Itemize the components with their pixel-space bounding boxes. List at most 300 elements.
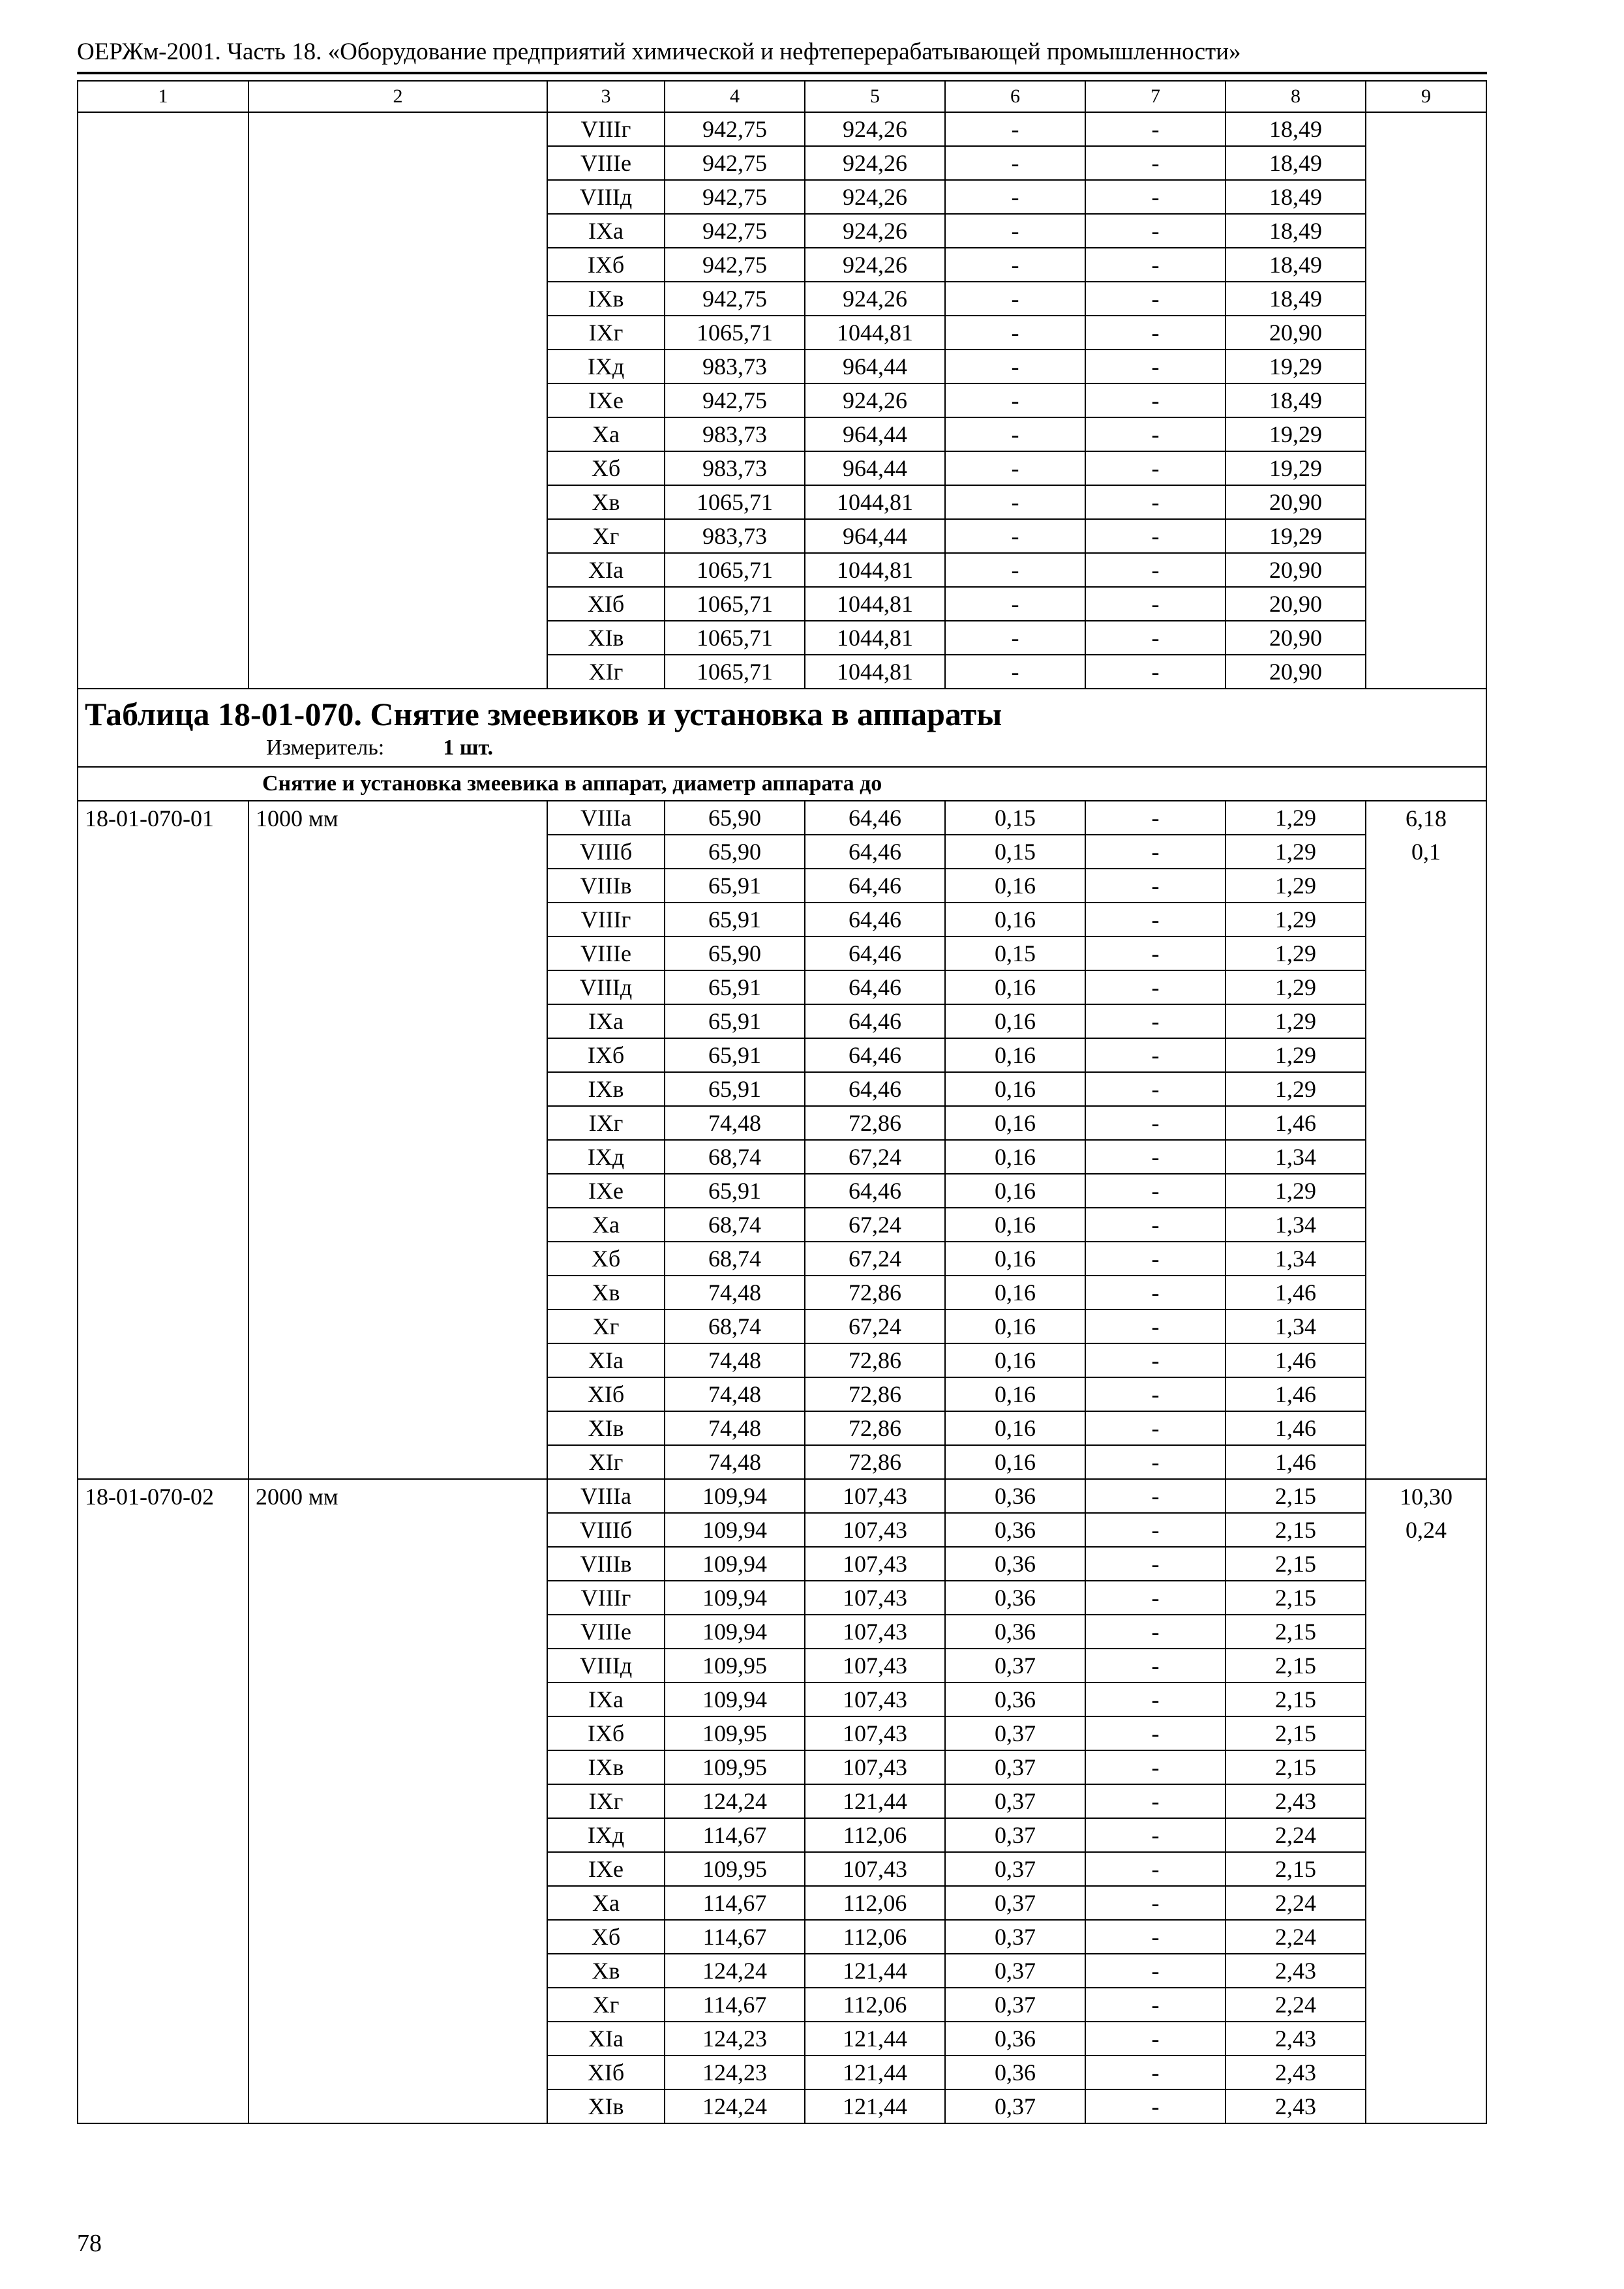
worker-wages: 72,86 <box>805 1106 945 1140</box>
rate-code <box>78 1818 248 1852</box>
worker-wages: 72,86 <box>805 1445 945 1479</box>
resource-group: IXг <box>547 1784 665 1818</box>
machine-costs: 0,37 <box>945 1852 1085 1886</box>
worker-wages: 107,43 <box>805 1716 945 1750</box>
table-row <box>78 146 1486 180</box>
table-row <box>78 214 1486 248</box>
driver-wages: - <box>1085 1683 1226 1716</box>
machine-costs: 0,16 <box>945 1038 1085 1072</box>
labor-value <box>1366 2089 1486 2123</box>
rate-code <box>78 383 248 417</box>
driver-wages: - <box>1085 1140 1226 1174</box>
driver-wages: - <box>1085 451 1226 485</box>
resource-group: XIв <box>547 2089 665 2123</box>
driver-wages: - <box>1085 1445 1226 1479</box>
rate-code <box>78 835 248 869</box>
material-costs: 1,46 <box>1226 1343 1366 1377</box>
resource-group: XIa <box>547 2022 665 2056</box>
rate-code <box>78 903 248 936</box>
rates-table <box>77 80 1487 2124</box>
machine-costs: 0,15 <box>945 936 1085 970</box>
material-costs: 1,29 <box>1226 936 1366 970</box>
direct-costs: 109,95 <box>665 1852 805 1886</box>
machine-costs: 0,37 <box>945 1818 1085 1852</box>
direct-costs: 68,74 <box>665 1140 805 1174</box>
direct-costs: 109,94 <box>665 1513 805 1547</box>
rate-name <box>248 869 547 903</box>
table-row <box>78 1615 1486 1649</box>
resource-group: VIIIe <box>547 936 665 970</box>
worker-wages: 964,44 <box>805 519 945 553</box>
table-row <box>78 1988 1486 2022</box>
direct-costs: 65,90 <box>665 936 805 970</box>
resource-group: IXв <box>547 1072 665 1106</box>
rate-code <box>78 1174 248 1208</box>
rate-name <box>248 1140 547 1174</box>
direct-costs: 109,94 <box>665 1547 805 1581</box>
rate-name <box>248 970 547 1004</box>
rate-name <box>248 1581 547 1615</box>
table-row <box>78 553 1486 587</box>
page-number: 78 <box>77 2230 102 2257</box>
driver-wages: - <box>1085 1649 1226 1683</box>
material-costs: 2,15 <box>1226 1513 1366 1547</box>
worker-wages: 64,46 <box>805 1004 945 1038</box>
worker-wages: 924,26 <box>805 282 945 316</box>
rate-code <box>78 2056 248 2089</box>
rate-code <box>78 1309 248 1343</box>
column-number: 7 <box>1085 81 1226 112</box>
worker-wages: 64,46 <box>805 1174 945 1208</box>
labor-value: 6,18 <box>1366 801 1486 835</box>
table-row <box>78 801 1486 835</box>
resource-group: IXб <box>547 1038 665 1072</box>
driver-wages: - <box>1085 248 1226 282</box>
direct-costs: 1065,71 <box>665 553 805 587</box>
material-costs: 20,90 <box>1226 553 1366 587</box>
machine-costs: - <box>945 214 1085 248</box>
rate-code <box>78 587 248 621</box>
resource-group: IXв <box>547 1750 665 1784</box>
labor-value <box>1366 621 1486 655</box>
resource-group: XIг <box>547 655 665 689</box>
rate-code <box>78 1140 248 1174</box>
driver-wages: - <box>1085 112 1226 146</box>
table-row <box>78 519 1486 553</box>
table-row <box>78 2056 1486 2089</box>
resource-group: IXб <box>547 1716 665 1750</box>
rate-name <box>248 519 547 553</box>
driver-wages: - <box>1085 1818 1226 1852</box>
labor-value <box>1366 1988 1486 2022</box>
resource-group: XIa <box>547 553 665 587</box>
table-row <box>78 1309 1486 1343</box>
resource-group: VIIIб <box>547 1513 665 1547</box>
driver-wages: - <box>1085 655 1226 689</box>
rate-name <box>248 1615 547 1649</box>
table-row <box>78 180 1486 214</box>
machine-costs: 0,16 <box>945 1377 1085 1411</box>
labor-value <box>1366 417 1486 451</box>
machine-costs: - <box>945 383 1085 417</box>
machine-costs: - <box>945 146 1085 180</box>
material-costs: 19,29 <box>1226 417 1366 451</box>
material-costs: 2,24 <box>1226 1818 1366 1852</box>
column-number: 6 <box>945 81 1085 112</box>
material-costs: 1,34 <box>1226 1242 1366 1276</box>
table-row <box>78 1852 1486 1886</box>
rate-name <box>248 553 547 587</box>
rate-name <box>248 282 547 316</box>
rate-name <box>248 1038 547 1072</box>
direct-costs: 109,95 <box>665 1649 805 1683</box>
rate-name <box>248 1377 547 1411</box>
labor-value <box>1366 1750 1486 1784</box>
table-row <box>78 1377 1486 1411</box>
driver-wages: - <box>1085 1513 1226 1547</box>
rate-name <box>248 1445 547 1479</box>
material-costs: 1,46 <box>1226 1411 1366 1445</box>
machine-costs: - <box>945 417 1085 451</box>
worker-wages: 64,46 <box>805 801 945 835</box>
table-row <box>78 1174 1486 1208</box>
rate-code <box>78 655 248 689</box>
labor-value <box>1366 553 1486 587</box>
rate-name <box>248 1106 547 1140</box>
rate-code <box>78 1581 248 1615</box>
rate-code <box>78 214 248 248</box>
rate-code <box>78 1208 248 1242</box>
resource-group: VIIIв <box>547 869 665 903</box>
labor-value <box>1366 214 1486 248</box>
table-row <box>78 1513 1486 1547</box>
labor-value <box>1366 1683 1486 1716</box>
material-costs: 2,15 <box>1226 1750 1366 1784</box>
resource-group: Xв <box>547 1954 665 1988</box>
rate-name <box>248 1649 547 1683</box>
rate-code <box>78 1004 248 1038</box>
resource-group: VIIIд <box>547 1649 665 1683</box>
labor-value <box>1366 1818 1486 1852</box>
rate-code <box>78 1547 248 1581</box>
resource-group: Xa <box>547 1886 665 1920</box>
rate-name <box>248 2022 547 2056</box>
rate-name <box>248 417 547 451</box>
resource-group: IXe <box>547 1852 665 1886</box>
direct-costs: 983,73 <box>665 350 805 383</box>
table-body <box>78 81 1486 2123</box>
rate-code <box>78 519 248 553</box>
worker-wages: 72,86 <box>805 1276 945 1309</box>
driver-wages: - <box>1085 1174 1226 1208</box>
resource-group: Xa <box>547 417 665 451</box>
rate-name <box>248 1343 547 1377</box>
labor-value <box>1366 1208 1486 1242</box>
rate-name <box>248 1988 547 2022</box>
machine-costs: - <box>945 350 1085 383</box>
driver-wages: - <box>1085 1377 1226 1411</box>
driver-wages: - <box>1085 2022 1226 2056</box>
driver-wages: - <box>1085 1615 1226 1649</box>
direct-costs: 68,74 <box>665 1309 805 1343</box>
rate-name <box>248 1411 547 1445</box>
direct-costs: 74,48 <box>665 1276 805 1309</box>
table-row <box>78 970 1486 1004</box>
worker-wages: 924,26 <box>805 214 945 248</box>
rate-code <box>78 417 248 451</box>
machine-costs: - <box>945 519 1085 553</box>
direct-costs: 1065,71 <box>665 587 805 621</box>
material-costs: 2,43 <box>1226 2089 1366 2123</box>
resource-group: IXa <box>547 1683 665 1716</box>
driver-wages: - <box>1085 146 1226 180</box>
machine-costs: 0,16 <box>945 903 1085 936</box>
machine-costs: 0,16 <box>945 1140 1085 1174</box>
labor-value <box>1366 1174 1486 1208</box>
machine-costs: 0,16 <box>945 869 1085 903</box>
labor-value <box>1366 1852 1486 1886</box>
resource-group: VIIIe <box>547 1615 665 1649</box>
labor-value <box>1366 1004 1486 1038</box>
material-costs: 2,43 <box>1226 2056 1366 2089</box>
rate-name <box>248 214 547 248</box>
rate-code <box>78 485 248 519</box>
rate-name <box>248 621 547 655</box>
direct-costs: 109,94 <box>665 1683 805 1716</box>
rate-code <box>78 1954 248 1988</box>
labor-value <box>1366 1411 1486 1445</box>
machine-costs: 0,16 <box>945 1411 1085 1445</box>
driver-wages: - <box>1085 1309 1226 1343</box>
rate-name <box>248 1309 547 1343</box>
material-costs: 2,24 <box>1226 1988 1366 2022</box>
table-row <box>78 316 1486 350</box>
resource-group: VIIIд <box>547 970 665 1004</box>
machine-costs: 0,16 <box>945 1072 1085 1106</box>
resource-group: XIв <box>547 1411 665 1445</box>
worker-wages: 64,46 <box>805 903 945 936</box>
driver-wages: - <box>1085 1784 1226 1818</box>
machine-costs: 0,37 <box>945 2089 1085 2123</box>
table-row <box>78 1208 1486 1242</box>
driver-wages: - <box>1085 1547 1226 1581</box>
table-row <box>78 655 1486 689</box>
rate-code <box>78 1886 248 1920</box>
direct-costs: 65,90 <box>665 835 805 869</box>
direct-costs: 1065,71 <box>665 316 805 350</box>
resource-group: IXe <box>547 383 665 417</box>
machine-costs: 0,37 <box>945 1988 1085 2022</box>
table-row <box>78 1479 1486 1513</box>
material-costs: 19,29 <box>1226 350 1366 383</box>
rate-code <box>78 1038 248 1072</box>
material-costs: 2,43 <box>1226 2022 1366 2056</box>
worker-wages: 67,24 <box>805 1208 945 1242</box>
table-row <box>78 1581 1486 1615</box>
worker-wages: 107,43 <box>805 1649 945 1683</box>
material-costs: 18,49 <box>1226 248 1366 282</box>
machine-costs: 0,37 <box>945 1954 1085 1988</box>
table-row <box>78 1343 1486 1377</box>
labor-value <box>1366 451 1486 485</box>
material-costs: 1,34 <box>1226 1140 1366 1174</box>
machine-costs: - <box>945 316 1085 350</box>
rate-code <box>78 1072 248 1106</box>
machine-costs: 0,16 <box>945 1445 1085 1479</box>
rate-code <box>78 1377 248 1411</box>
rate-name <box>248 485 547 519</box>
labor-value <box>1366 1784 1486 1818</box>
labor-value <box>1366 350 1486 383</box>
machine-costs: 0,36 <box>945 2056 1085 2089</box>
column-number-row <box>78 81 1486 112</box>
machine-costs: 0,36 <box>945 1479 1085 1513</box>
rate-name <box>248 180 547 214</box>
column-number: 4 <box>665 81 805 112</box>
column-number: 3 <box>547 81 665 112</box>
worker-wages: 67,24 <box>805 1309 945 1343</box>
rate-name <box>248 383 547 417</box>
machine-costs: - <box>945 282 1085 316</box>
table-row <box>78 1411 1486 1445</box>
table-row <box>78 1547 1486 1581</box>
driver-wages: - <box>1085 1479 1226 1513</box>
header-rule <box>77 72 1487 74</box>
labor-value <box>1366 282 1486 316</box>
rate-code <box>78 970 248 1004</box>
driver-wages: - <box>1085 1242 1226 1276</box>
direct-costs: 1065,71 <box>665 485 805 519</box>
machine-costs: 0,37 <box>945 1920 1085 1954</box>
machine-costs: - <box>945 485 1085 519</box>
resource-group: IXд <box>547 1818 665 1852</box>
worker-wages: 924,26 <box>805 112 945 146</box>
material-costs: 20,90 <box>1226 655 1366 689</box>
worker-wages: 1044,81 <box>805 316 945 350</box>
table-row <box>78 451 1486 485</box>
resource-group: VIIIд <box>547 180 665 214</box>
material-costs: 20,90 <box>1226 485 1366 519</box>
material-costs: 2,15 <box>1226 1615 1366 1649</box>
driver-wages: - <box>1085 903 1226 936</box>
machine-costs: 0,16 <box>945 1343 1085 1377</box>
rate-code <box>78 180 248 214</box>
worker-wages: 964,44 <box>805 417 945 451</box>
material-costs: 18,49 <box>1226 146 1366 180</box>
machine-costs: 0,16 <box>945 1208 1085 1242</box>
rate-name <box>248 1886 547 1920</box>
material-costs: 1,29 <box>1226 1038 1366 1072</box>
worker-wages: 107,43 <box>805 1581 945 1615</box>
machine-costs: 0,36 <box>945 1615 1085 1649</box>
labor-value <box>1366 1649 1486 1683</box>
worker-wages: 924,26 <box>805 383 945 417</box>
resource-group: Xг <box>547 1309 665 1343</box>
rate-code: 18-01-070-02 <box>78 1479 248 1513</box>
driver-wages: - <box>1085 1343 1226 1377</box>
material-costs: 1,29 <box>1226 801 1366 835</box>
direct-costs: 983,73 <box>665 451 805 485</box>
worker-wages: 1044,81 <box>805 485 945 519</box>
driver-wages: - <box>1085 587 1226 621</box>
direct-costs: 74,48 <box>665 1411 805 1445</box>
rate-code <box>78 1920 248 1954</box>
resource-group: VIIIг <box>547 112 665 146</box>
worker-wages: 121,44 <box>805 2022 945 2056</box>
worker-wages: 1044,81 <box>805 587 945 621</box>
worker-wages: 64,46 <box>805 970 945 1004</box>
machine-costs: - <box>945 587 1085 621</box>
labor-value <box>1366 485 1486 519</box>
table-row <box>78 1072 1486 1106</box>
direct-costs: 109,95 <box>665 1750 805 1784</box>
worker-wages: 121,44 <box>805 1954 945 1988</box>
worker-wages: 107,43 <box>805 1852 945 1886</box>
direct-costs: 109,94 <box>665 1615 805 1649</box>
rate-code <box>78 1242 248 1276</box>
direct-costs: 109,95 <box>665 1716 805 1750</box>
table-row <box>78 1886 1486 1920</box>
material-costs: 18,49 <box>1226 214 1366 248</box>
rate-name <box>248 835 547 869</box>
rate-code <box>78 2089 248 2123</box>
labor-value <box>1366 112 1486 146</box>
rate-name <box>248 1920 547 1954</box>
direct-costs: 124,24 <box>665 2089 805 2123</box>
worker-wages: 924,26 <box>805 146 945 180</box>
direct-costs: 65,91 <box>665 869 805 903</box>
resource-group: VIIIa <box>547 1479 665 1513</box>
table-row <box>78 1716 1486 1750</box>
material-costs: 1,29 <box>1226 903 1366 936</box>
material-costs: 2,24 <box>1226 1920 1366 1954</box>
table-caption-row <box>78 689 1486 767</box>
direct-costs: 942,75 <box>665 248 805 282</box>
worker-wages: 107,43 <box>805 1547 945 1581</box>
rate-name <box>248 1513 547 1547</box>
material-costs: 1,34 <box>1226 1309 1366 1343</box>
driver-wages: - <box>1085 1004 1226 1038</box>
rate-name <box>248 451 547 485</box>
resource-group: VIIIг <box>547 903 665 936</box>
worker-wages: 924,26 <box>805 180 945 214</box>
rate-name <box>248 2089 547 2123</box>
worker-wages: 964,44 <box>805 451 945 485</box>
material-costs: 19,29 <box>1226 519 1366 553</box>
resource-group: Xa <box>547 1208 665 1242</box>
worker-wages: 924,26 <box>805 248 945 282</box>
labor-value <box>1366 1716 1486 1750</box>
worker-wages: 121,44 <box>805 2056 945 2089</box>
labor-value <box>1366 1242 1486 1276</box>
table-row <box>78 350 1486 383</box>
rate-name: 1000 мм <box>248 801 547 835</box>
column-number: 1 <box>78 81 248 112</box>
resource-group: VIIIг <box>547 1581 665 1615</box>
labor-value <box>1366 316 1486 350</box>
worker-wages: 964,44 <box>805 350 945 383</box>
material-costs: 1,29 <box>1226 1174 1366 1208</box>
resource-group: IXг <box>547 1106 665 1140</box>
machine-costs: 0,15 <box>945 835 1085 869</box>
driver-wages: - <box>1085 1208 1226 1242</box>
rate-name <box>248 936 547 970</box>
direct-costs: 65,91 <box>665 1004 805 1038</box>
machine-costs: 0,16 <box>945 1106 1085 1140</box>
rate-code <box>78 869 248 903</box>
rate-code <box>78 1615 248 1649</box>
machine-costs: - <box>945 553 1085 587</box>
